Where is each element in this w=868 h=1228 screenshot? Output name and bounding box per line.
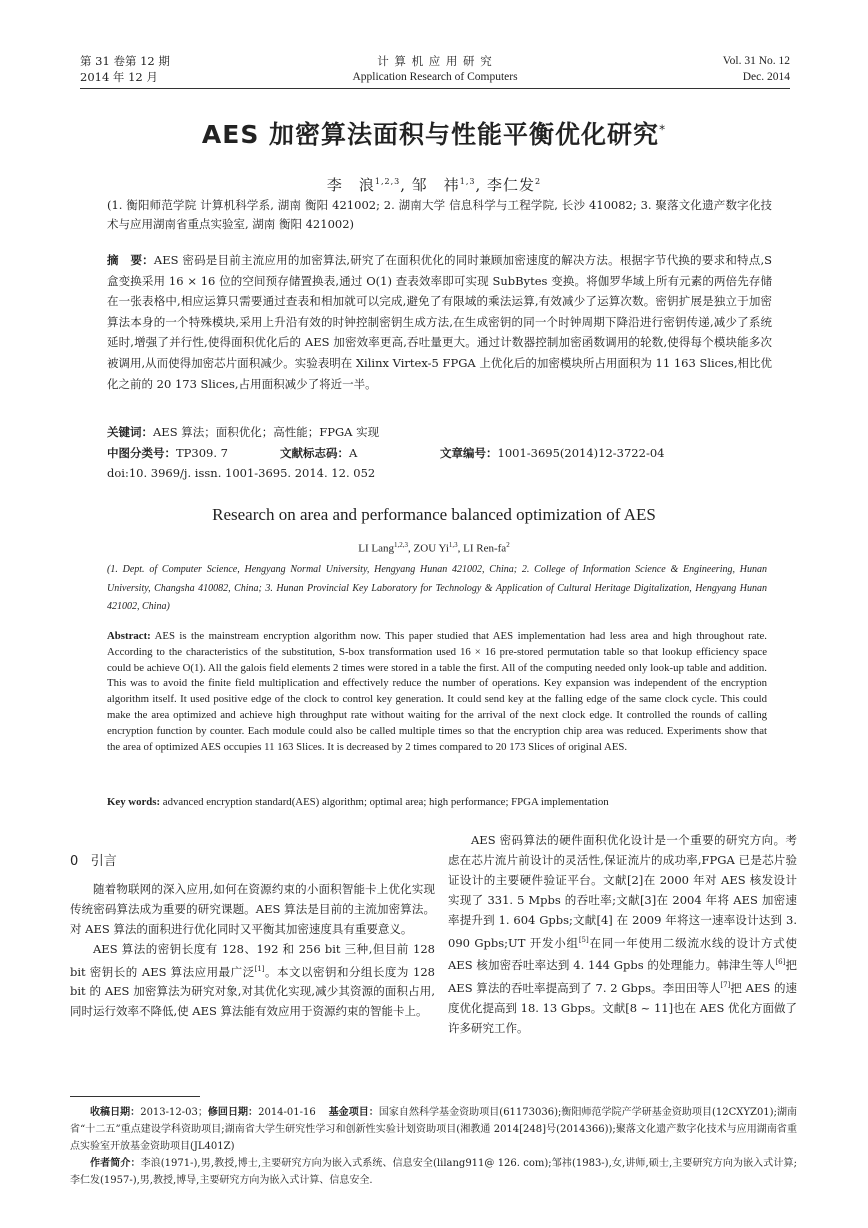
- title-footnote-mark: *: [659, 122, 667, 137]
- document-code: [280, 445, 357, 461]
- paper-title-text: AES 加密算法面积与性能平衡优化研究: [201, 120, 660, 149]
- intro-paragraph-3-part-1: AES 密码算法的硬件面积优化设计是一个重要的研究方向。考虑在芯片流片前设计的灵活性,保证流片的成功率,FPGA 已是芯片验证设计的主要硬件验证平台。文献[2]在 2000 年对 AES 核发设计实现了 331. 5 Mpbs 的吞吐率;文献[3]在 2004 年将 AES 加密速率提升到 1. 604 Gpbs;文献[4] 在 2009 年将这一速率设计达到 3. 090 Gpbs;UT 开发小组: [448, 833, 797, 950]
- keywords-cn-text: AES 算法；面积优化；高性能；FPGA 实现: [153, 425, 380, 439]
- class-number: [107, 445, 228, 461]
- body-left-column: [70, 880, 435, 1022]
- affiliation-cn: (1. 衡阳师范学院 计算机科学系, 湖南 衡阳 421002; 2. 湖南大学 信息科学与工程学院, 长沙 410082; 3. 聚落文化遗产数字化技术与应用湖南省重点实验室, 湖南 衡阳 421002): [107, 198, 772, 231]
- section-heading: [70, 850, 117, 869]
- article-number-value: 1001-3695(2014)12-3722-04: [497, 446, 665, 460]
- author-en-2: , ZOU Yi: [408, 542, 449, 555]
- document-code-value: A: [349, 446, 358, 460]
- body-right-column: [448, 831, 797, 1039]
- author-1: 李 浪: [326, 176, 375, 194]
- citation-5: [5]: [578, 935, 589, 944]
- keywords-cn: [107, 424, 379, 440]
- intro-paragraph-3-part-3: 把 AES 算法的吞吐率提高到了 7. 2 Gbps。李田田等人: [448, 958, 797, 995]
- article-number: [440, 445, 664, 461]
- author-en-3-affil: 2: [506, 541, 510, 549]
- author-en-1-affil: 1,2,3: [394, 541, 409, 549]
- class-number-label: 中图分类号：: [107, 446, 176, 460]
- fund-text: 国家自然科学基金资助项目(61173036);衡阳师范学院产学研基金资助项目(12CXYZ01);湖南省“十二五”重点建设学科资助项目;湖南省大学生研究性学习和创新性实验计划资助项目(湘教通 2014[248]号(2014366));聚落文化遗产数字化技术与应用湖南省重点实验室开放基金资助项目(JL401Z): [70, 1107, 798, 1152]
- received-label: 收稿日期：: [90, 1107, 141, 1118]
- author-3-affil: 2: [535, 177, 542, 186]
- abstract-cn: [107, 250, 772, 394]
- journal-name: [290, 53, 580, 85]
- intro-paragraph-2: [70, 940, 435, 1022]
- footnote-bio: [70, 1155, 797, 1189]
- doi: doi:10. 3969/j. issn. 1001-3695. 2014. 12. 052: [107, 466, 376, 480]
- author-2: , 邹 祎: [400, 176, 460, 194]
- class-number-value: TP309. 7: [176, 446, 228, 460]
- journal-name-en: Application Research of Computers: [352, 71, 518, 83]
- revised-date: 2014-01-16: [258, 1107, 316, 1118]
- keywords-en-text: advanced encryption standard(AES) algorithm; optimal area; high performance; FPGA implementation: [162, 796, 609, 808]
- article-number-label: 文章编号：: [440, 446, 498, 460]
- bio-label: 作者简介：: [90, 1158, 141, 1169]
- date-en: Dec. 2014: [742, 71, 790, 83]
- paper-title: [0, 115, 868, 151]
- abstract-cn-text: AES 密码是目前主流应用的加密算法,研究了在面积优化的同时兼顾加密速度的解决方法。根据字节代换的要求和特点,S 盒变换采用 16 × 16 位的空间预存储置换表,通过 O(1) 查表效率即可实现 SubBytes 变换。将伽罗华域上所有元素的两倍先存储在一张表格中,相应运算只需要通过查表和相加就可以完成,避免了有限域的乘法运算,有效减少了运算次数。密钥扩展是独立于加密算法本身的一个特殊模块,采用上升沿有效的时钟控制密钥生成方法,在生成密钥的同一个时钟周期下降沿进行密钥传递,减少了系统延时,增强了并行性,使得面积优化后的 AES 加密效率更高,吞吐量更大。通过计数器控制加密函数调用的轮数,使得每个模块能多次被调用,从而使得加密芯片面积减少。实验表明在 Xilinx Virtex-5 FPGA 上优化后的加密模块所占用面积为 11 163 Slices,相比优化之前的 20 173 Slices,占用面积减少了将近一半。: [107, 253, 773, 391]
- received-date: 2013-12-03；: [140, 1107, 208, 1118]
- citation-1: [1]: [254, 964, 265, 973]
- journal-volume-en: [640, 53, 790, 85]
- keywords-en: [107, 795, 767, 810]
- keywords-en-label: Key words:: [107, 796, 161, 808]
- citation-6: [6]: [775, 958, 786, 967]
- journal-volume: [80, 53, 170, 85]
- intro-paragraph-2-start: AES 算法的密钥长度有 128、192 和 256 bit 三种,但目前 128 bit 密钥长的 AES 算法应用最广泛: [70, 941, 435, 979]
- author-3: , 李仁发: [475, 176, 536, 194]
- footnote-dates-fund: [70, 1104, 797, 1155]
- affiliation-en: (1. Dept. of Computer Science, Hengyang Normal University, Hengyang Hunan 421002, China; 2. College of Information Science & Engineering, Hunan University, Changsha 410082, China; 3. Hunan Provincial Key Laboratory for Technology & Application of Cultural Heritage Digitalization, Hengyang Hunan 421002, China): [107, 564, 767, 612]
- abstract-en: [107, 629, 767, 755]
- author-en-2-affil: 1,3: [448, 541, 458, 549]
- abstract-cn-label: 摘 要：: [107, 253, 154, 267]
- author-2-affil: 1,3: [459, 177, 476, 186]
- paper-title-en: Research on area and performance balanced optimization of AES: [212, 505, 656, 524]
- authors-cn: [0, 174, 868, 195]
- fund-label: 基金项目：: [328, 1107, 379, 1118]
- section-title: 引言: [90, 854, 117, 869]
- authors-en: [0, 541, 868, 555]
- header-rule: [80, 88, 790, 89]
- author-en-3: , LI Ren-fa: [457, 542, 507, 555]
- author-en-1: LI Lang: [358, 542, 395, 555]
- document-code-label: 文献标志码：: [280, 446, 349, 460]
- footnote-rule: [70, 1096, 200, 1097]
- intro-paragraph-1: 随着物联网的深入应用,如何在资源约束的小面积智能卡上优化实现传统密码算法成为重要的研究课题。AES 算法是目前的主流加密算法。对 AES 算法的面积进行优化同时又平衡其加密速度具有重要意义。: [70, 882, 435, 936]
- footnote: [70, 1104, 797, 1189]
- abstract-en-text: AES is the mainstream encryption algorithm now. This paper studied that AES implementation had less area and high throughout rate. According to the characteristics of the substitution, S-box transformation used 16 × 16 pre-stored permutation table so that lookup efficiency space could be achieve O(1). All the galois field elements 2 times were stored in a table the first. All of the computing needed only look-up table and addition. This was to avoid the finite field multiplication and effectively reduce the number of operations. Key expansion was independent of the encryption algorithm itself. It used positive edge of the clock to control key generation. It could send key at the falling edge of the same clock cycle. This could make the area optimized and achieve high throughput rate without waiting for the arrival of the next clock edge. It controlled the rounds of calling encryption function by counter. Each module could also be called multiple times so that the encryption chip area was reduced. Experiments show that the area of optimized AES occupies 11 163 Slices. It is decreased by 2 times compared to 20 173 Slices of original AES.: [107, 630, 767, 753]
- intro-paragraph-3-part-4: 把 AES 的速度优化提高到 18. 13 Gbps。文献[8 ~ 11]也在 AES 优化方面做了许多研究工作。: [448, 980, 797, 1035]
- author-1-affil: 1,2,3: [374, 177, 401, 186]
- journal-name-cn: 计 算 机 应 用 研 究: [377, 54, 493, 68]
- intro-paragraph-2-end: 。本文以密钥和分组长度为 128 bit 的 AES 加密算法为研究对象,对其优化实现,减少其资源的面积占用,同时运行效率不降低,使 AES 算法能有效应用于资源约束的智能卡上。: [70, 964, 435, 1019]
- bio-text: 李浪(1971-),男,教授,博士,主要研究方向为嵌入式系统、信息安全(lilang911@ 126. com);邹祎(1983-),女,讲师,硕士,主要研究方向为嵌入式计算;李仁发(1957-),男,教授,博导,主要研究方向为嵌入式计算、信息安全.: [70, 1158, 797, 1186]
- keywords-cn-label: 关键词：: [107, 425, 153, 439]
- citation-7: [7]: [720, 981, 731, 989]
- section-number: 0: [70, 854, 79, 869]
- abstract-en-label: Abstract:: [107, 630, 151, 642]
- volume-issue-en: Vol. 31 No. 12: [722, 55, 790, 67]
- date-cn: 2014 年 12 月: [80, 70, 158, 84]
- volume-issue-cn: 第 31 卷第 12 期: [80, 54, 170, 68]
- revised-label: 修回日期：: [207, 1107, 259, 1118]
- intro-paragraph-3: [448, 831, 797, 1039]
- intro-paragraph-3-part-2: 在同一年使用二级流水线的设计方式使 AES 核加密吞吐率达到 4. 144 Gpbs 的处理能力。韩津生等人: [448, 935, 798, 973]
